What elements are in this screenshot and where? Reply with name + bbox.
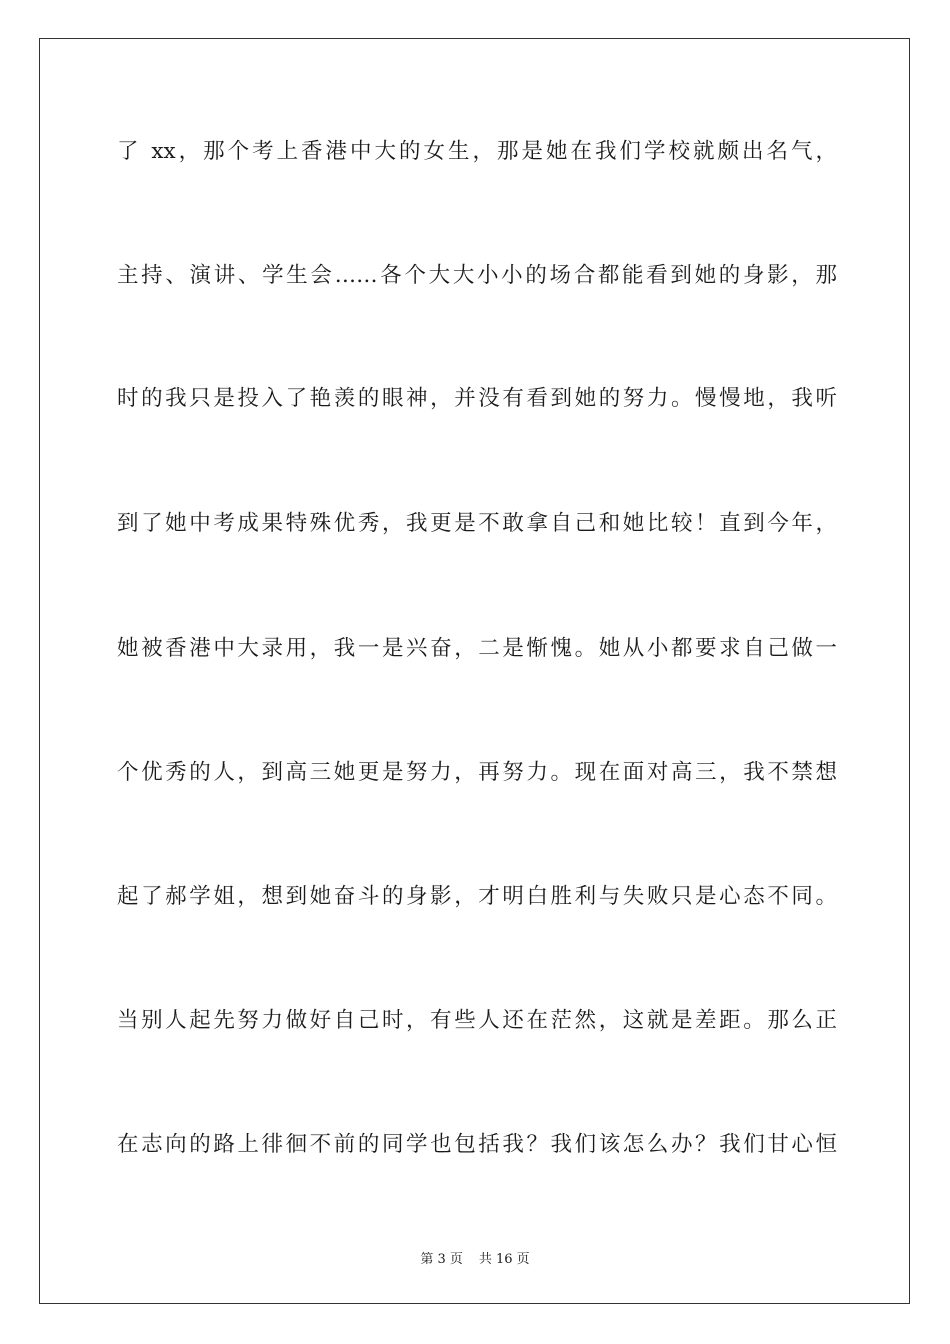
body-text-line: 当别人起先努力做好自己时，有些人还在茫然，这就是差距。那么正 [117,1008,837,1033]
page-total: 共 16 页 [478,1252,530,1267]
body-text-line: 个优秀的人，到高三她更是努力，再努力。现在面对高三，我不禁想 [117,760,837,785]
body-text-line: 她被香港中大录用，我一是兴奋，二是惭愧。她从小都要求自己做一 [117,636,837,661]
body-text-line: 在志向的路上徘徊不前的同学也包括我？我们该怎么办？我们甘心恒 [117,1132,837,1157]
body-text-line: 到了她中考成果特殊优秀，我更是不敢拿自己和她比较！直到今年， [117,511,837,536]
body-text-line: 时的我只是投入了艳羡的眼神，并没有看到她的努力。慢慢地，我听 [117,386,837,411]
body-text-line: 起了郝学姐，想到她奋斗的身影，才明白胜利与失败只是心态不同。 [117,884,837,909]
body-text-line: 了 xx，那个考上香港中大的女生，那是她在我们学校就颇出名气， [117,139,837,164]
body-text-line: 主持、演讲、学生会……各个大大小小的场合都能看到她的身影，那 [117,263,837,288]
page-footer [0,1248,950,1267]
page-frame [39,38,910,1304]
page-number: 第 3 页 [420,1252,463,1267]
